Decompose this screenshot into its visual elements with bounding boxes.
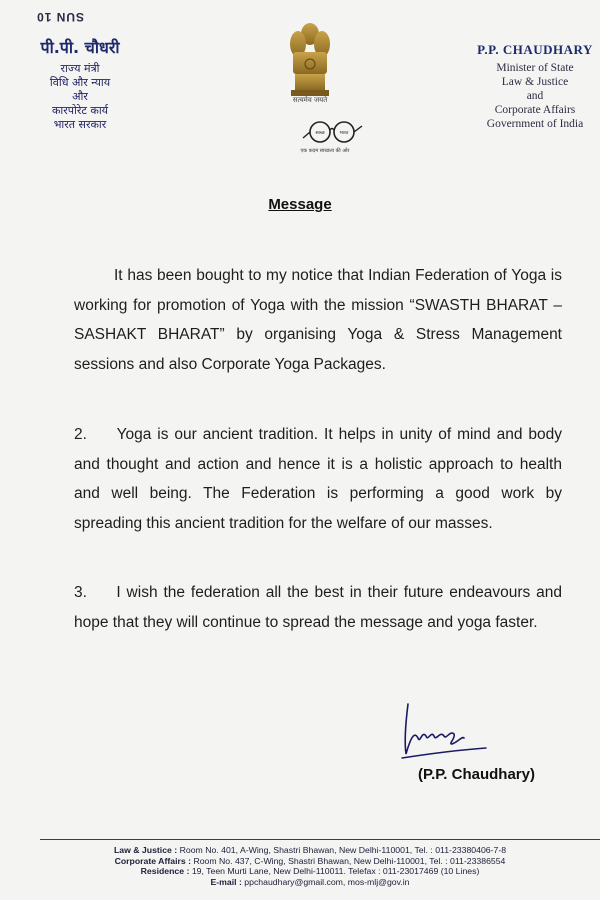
minister-name-hindi: पी.पी. चौधरी (40, 38, 120, 57)
footer-email-label: E-mail : (210, 876, 242, 887)
swachh-bharat-caption: एक कदम स्वच्छता की ओर (300, 148, 350, 154)
footer-email-text: ppchaudhary@gmail.com, mos-mlj@gov.in (244, 876, 410, 887)
footer-address (40, 845, 580, 887)
footer-law-line (40, 845, 580, 856)
swachh-word: स्वच्छ (315, 131, 325, 136)
bharat-word: भारत (339, 131, 349, 136)
letterhead-english (470, 42, 600, 131)
message-title: Message (268, 196, 332, 213)
emblem-motto: सत्यमेव जयते (292, 96, 328, 104)
designation-hindi-line: और (72, 90, 88, 103)
signatory-name: (P.P. Chaudhary) (418, 766, 535, 783)
footer-residence-text: 19, Teen Murti Lane, New Delhi-110011. Telefax : 011-23017469 (10 Lines) (191, 866, 480, 876)
footer-divider (40, 839, 600, 840)
designation-hindi-line: कारपोरेट कार्य (51, 104, 109, 117)
designation-hindi-line: भारत सरकार (53, 118, 107, 131)
designation-english-line: and (526, 90, 544, 102)
footer-corp-line (40, 856, 580, 867)
footer-law-label: Law & Justice : (113, 845, 178, 855)
designation-english-line: Law & Justice (501, 76, 569, 88)
footer-residence-line (40, 866, 580, 877)
message-paragraph-3: 3. I wish the federation all the best in their future endeavours and hope that they will continue to spread the message and yoga faster. (74, 584, 562, 631)
designation-english-line: Corporate Affairs (494, 104, 576, 116)
footer-residence-label: Residence : (140, 866, 190, 876)
message-paragraph-1: It has been bought to my notice that Indian Federation of Yoga is working for promotion of Yoga with the mission “SWASTH BHARAT – SASHAKT BHARAT” by organising Yoga & Stress Management sessions and also Corporate Yoga Packages. (74, 267, 562, 373)
footer-email-line (40, 877, 580, 888)
minister-name-english: P.P. CHAUDHARY (477, 42, 593, 57)
handwritten-signature (398, 700, 488, 766)
received-stamp: SUN 10 (36, 10, 85, 24)
footer-corp-label: Corporate Affairs : (114, 855, 192, 866)
letterhead-hindi (20, 36, 140, 132)
footer-law-text: Room No. 401, A-Wing, Shastri Bhawan, New Delhi-110001, Tel. : 011-23380406-7-8 (179, 845, 507, 855)
designation-english-line: Minister of State (496, 62, 574, 74)
message-paragraph-2: 2. Yoga is our ancient tradition. It helps in unity of mind and body and thought and action and hence it is a holistic approach to health and well being. The Federation is performing a good work by spreading this ancient tradition for the welfare of our masses. (74, 426, 562, 532)
designation-hindi-line: विधि और न्याय (49, 76, 111, 89)
national-emblem-icon (285, 20, 335, 102)
designation-english-line: Government of India (486, 118, 584, 130)
footer-corp-text: Room No. 437, C-Wing, Shastri Bhawan, New Delhi-110001, Tel. : 011-23386554 (193, 855, 506, 866)
designation-hindi-line: राज्य मंत्री (60, 62, 100, 75)
